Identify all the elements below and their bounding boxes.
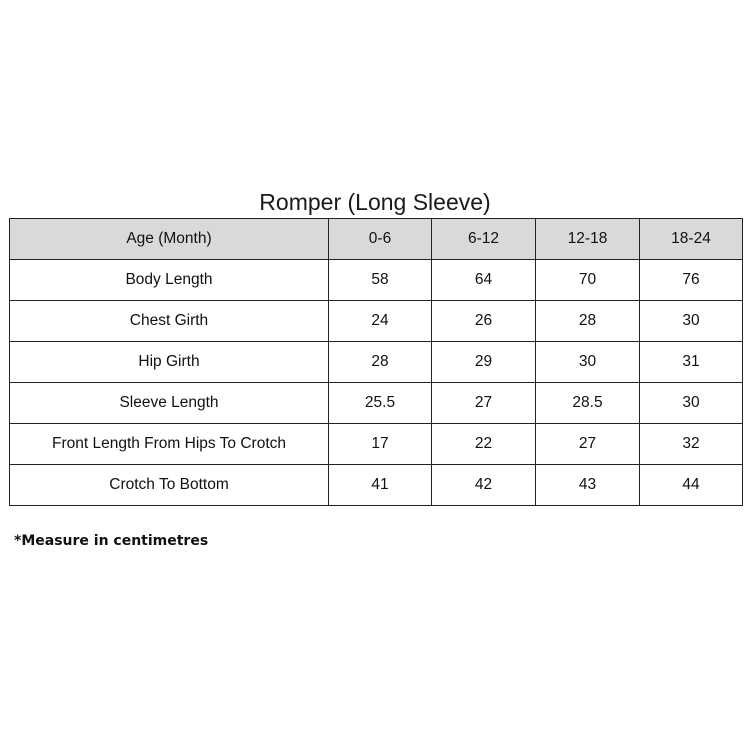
table-cell: 43 bbox=[536, 465, 640, 506]
table-cell: 27 bbox=[536, 424, 640, 465]
table-header-row bbox=[10, 219, 743, 260]
table-cell: 70 bbox=[536, 260, 640, 301]
row-label: Front Length From Hips To Crotch bbox=[10, 424, 329, 465]
size-chart-table bbox=[9, 218, 743, 506]
row-label: Sleeve Length bbox=[10, 383, 329, 424]
header-size-6-12: 6-12 bbox=[432, 219, 536, 260]
table-cell: 64 bbox=[432, 260, 536, 301]
table-row bbox=[10, 342, 743, 383]
header-size-12-18: 12-18 bbox=[536, 219, 640, 260]
table-cell: 58 bbox=[329, 260, 432, 301]
measurement-footnote: *Measure in centimetres bbox=[14, 533, 209, 549]
table-row bbox=[10, 260, 743, 301]
table-cell: 76 bbox=[640, 260, 743, 301]
table-row bbox=[10, 301, 743, 342]
table-cell: 29 bbox=[432, 342, 536, 383]
table-cell: 42 bbox=[432, 465, 536, 506]
header-size-18-24: 18-24 bbox=[640, 219, 743, 260]
row-label: Hip Girth bbox=[10, 342, 329, 383]
row-label: Body Length bbox=[10, 260, 329, 301]
page-title: Romper (Long Sleeve) bbox=[259, 189, 491, 215]
header-age-month: Age (Month) bbox=[10, 219, 329, 260]
table-cell: 28 bbox=[536, 301, 640, 342]
table-cell: 26 bbox=[432, 301, 536, 342]
table-cell: 32 bbox=[640, 424, 743, 465]
table-cell: 30 bbox=[640, 383, 743, 424]
table-cell: 28.5 bbox=[536, 383, 640, 424]
row-label: Crotch To Bottom bbox=[10, 465, 329, 506]
header-size-0-6: 0-6 bbox=[329, 219, 432, 260]
table-row bbox=[10, 465, 743, 506]
table-cell: 28 bbox=[329, 342, 432, 383]
table-cell: 17 bbox=[329, 424, 432, 465]
table-row bbox=[10, 424, 743, 465]
table-cell: 31 bbox=[640, 342, 743, 383]
table-row bbox=[10, 383, 743, 424]
row-label: Chest Girth bbox=[10, 301, 329, 342]
table-cell: 27 bbox=[432, 383, 536, 424]
table-cell: 24 bbox=[329, 301, 432, 342]
table-cell: 25.5 bbox=[329, 383, 432, 424]
table-cell: 44 bbox=[640, 465, 743, 506]
table-cell: 22 bbox=[432, 424, 536, 465]
table-cell: 30 bbox=[536, 342, 640, 383]
table-cell: 41 bbox=[329, 465, 432, 506]
table-cell: 30 bbox=[640, 301, 743, 342]
